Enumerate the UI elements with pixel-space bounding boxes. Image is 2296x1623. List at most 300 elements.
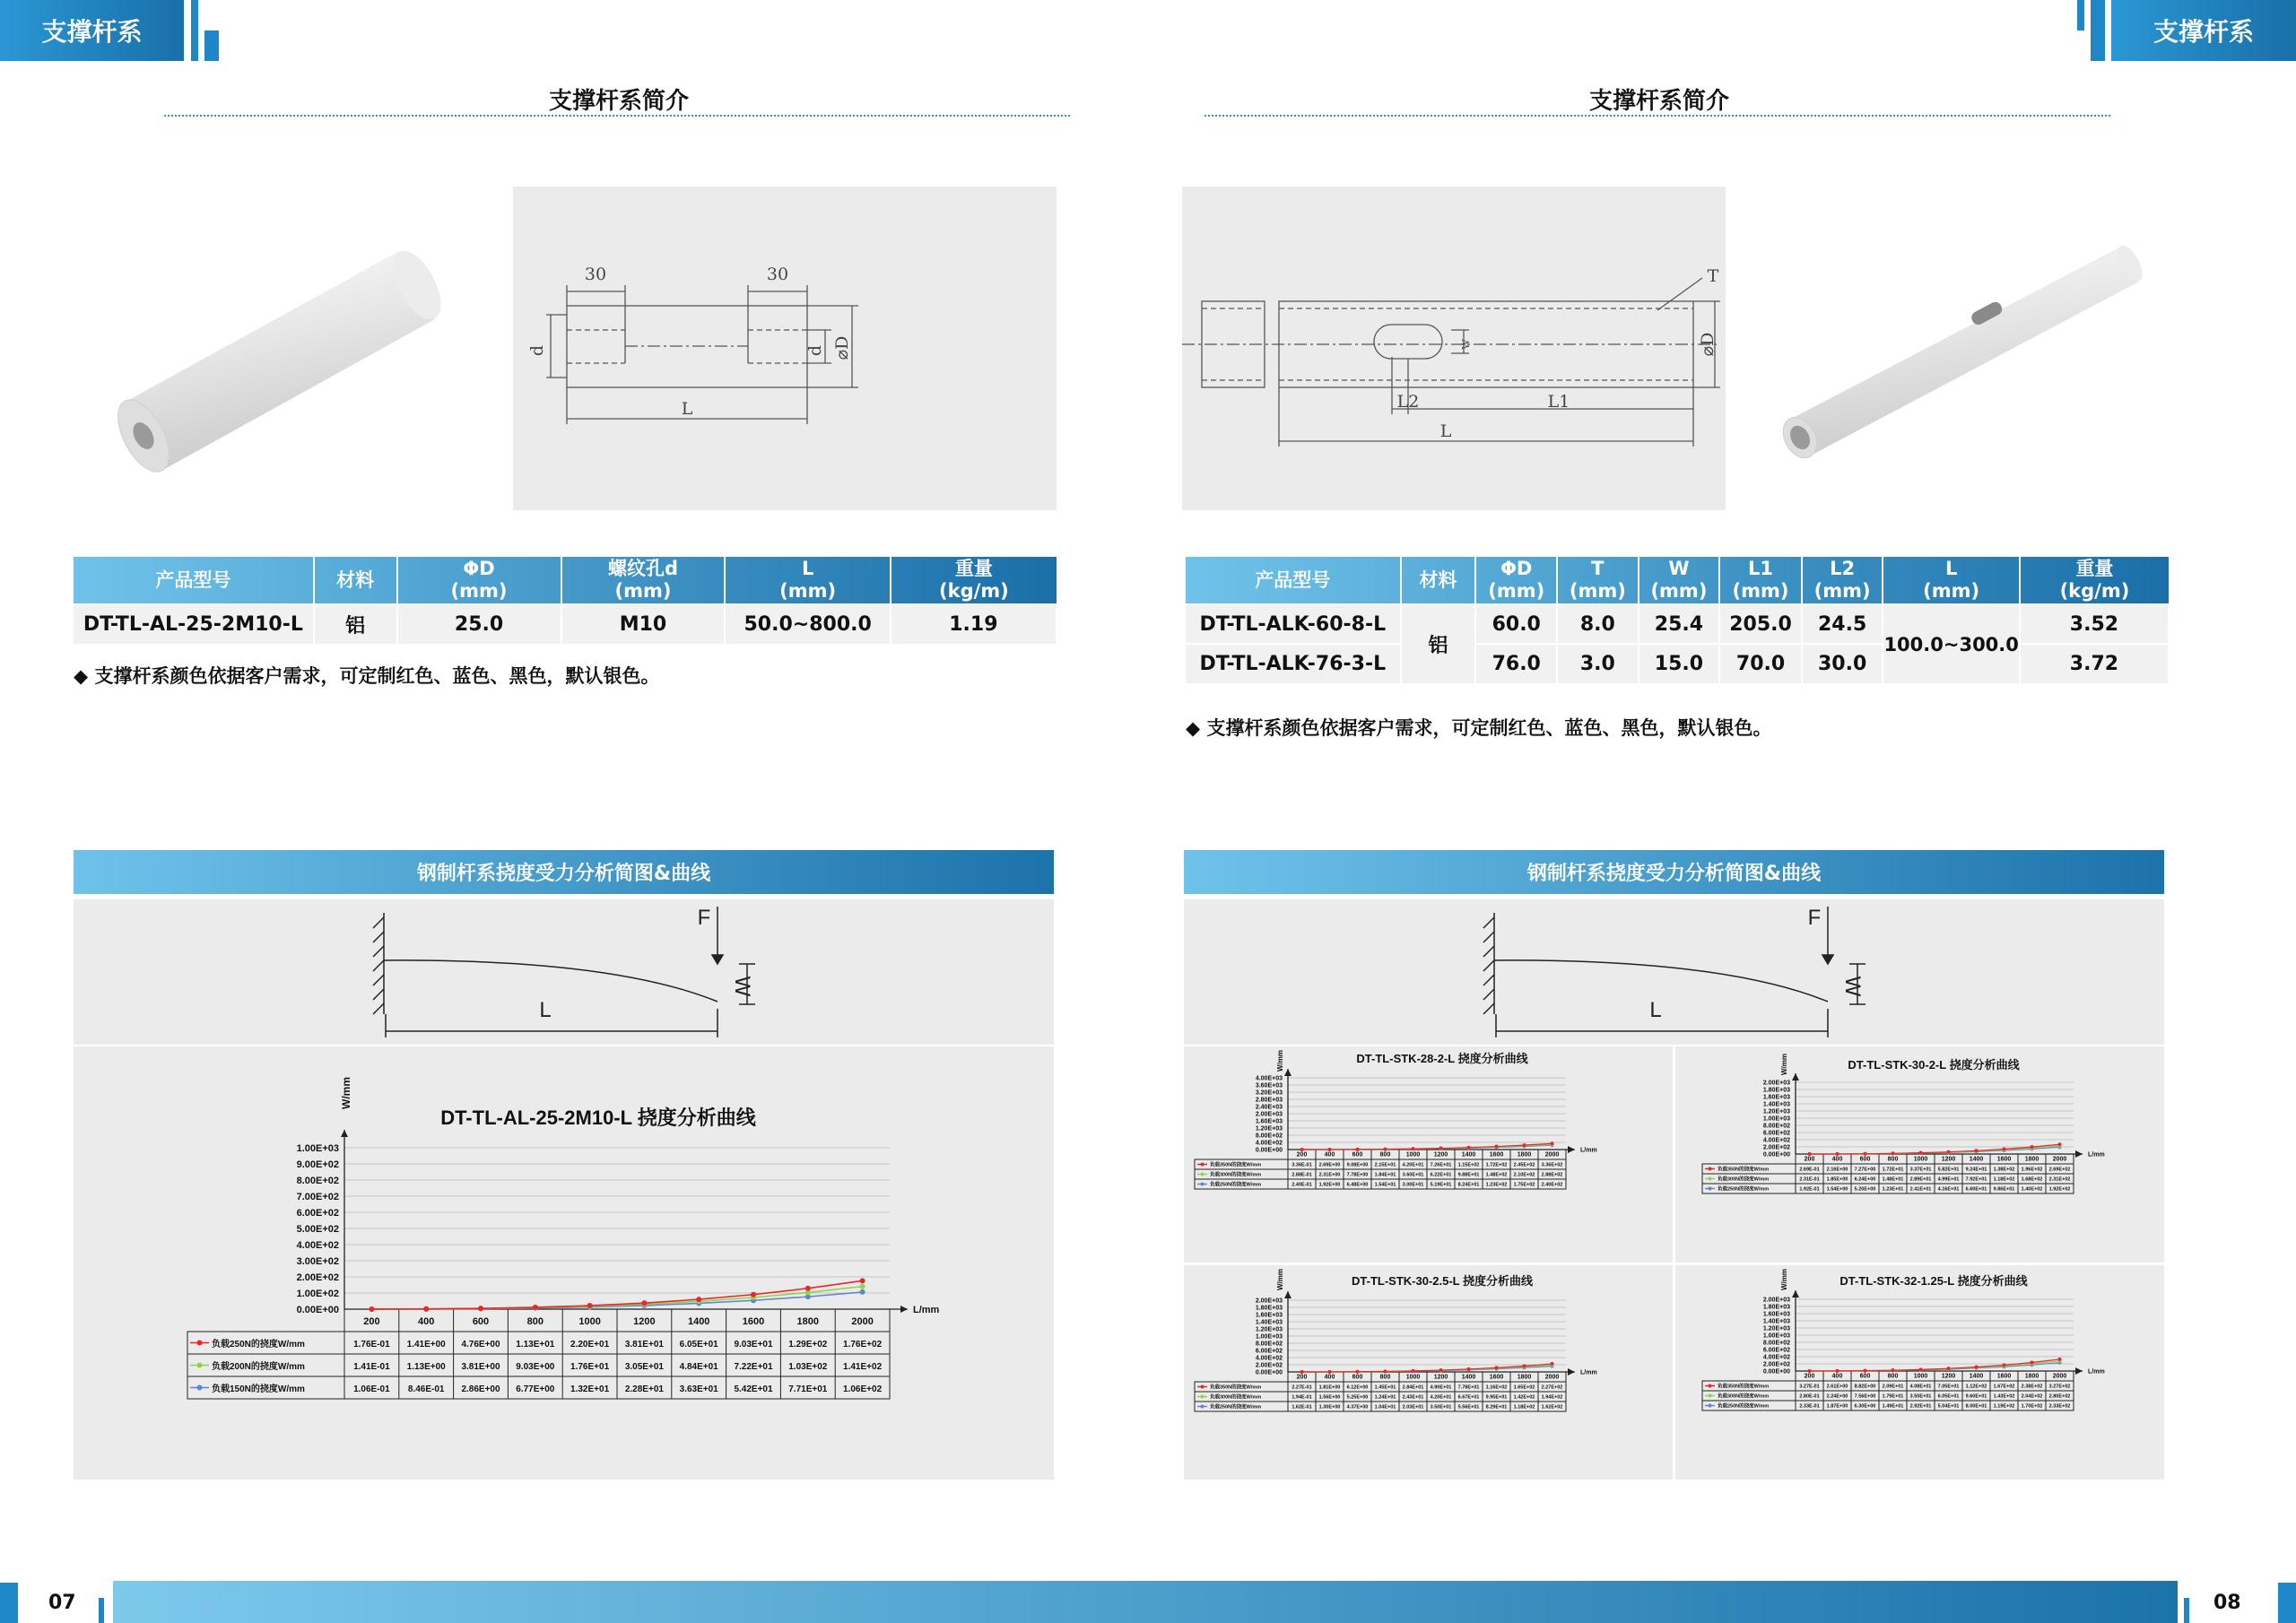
- x-tick-label: 400: [418, 1316, 435, 1327]
- deflection-chart-1: [1184, 1046, 1673, 1262]
- y-tick-label: 2.00E+03: [1255, 1298, 1283, 1305]
- data-point: [1551, 1362, 1554, 1366]
- x-tick-label: 200: [1804, 1156, 1815, 1163]
- dim-label-30-left: 30: [584, 265, 607, 284]
- y-tick-label: 1.00E+02: [296, 1288, 339, 1299]
- x-tick-label: 600: [1859, 1156, 1871, 1163]
- y-tick-label: 9.00E+02: [296, 1159, 339, 1170]
- data-label: 9.24E+01: [1965, 1167, 1987, 1173]
- legend-marker: [1709, 1394, 1712, 1398]
- data-label: 2.33E-01: [1799, 1403, 1820, 1410]
- data-label: 9.60E+01: [1965, 1393, 1987, 1400]
- legend-label: 负载150N的挠度W/mm: [212, 1384, 305, 1394]
- x-tick-label: 1400: [1969, 1156, 1984, 1163]
- dim-label-T: T: [1707, 266, 1719, 286]
- data-label: 6.48E+00: [1346, 1182, 1369, 1188]
- data-point: [1892, 1151, 1895, 1155]
- table-cell: 3.52: [2020, 604, 2169, 644]
- spec-table-left: [74, 557, 1057, 644]
- chart-title: DT-TL-STK-30-2.5-L 挠度分析曲线: [1352, 1274, 1533, 1288]
- data-label: 3.36E-01: [1292, 1162, 1312, 1168]
- x-tick-label: 1000: [1405, 1374, 1421, 1381]
- x-tick-label: 1400: [687, 1316, 710, 1327]
- x-tick-label: 800: [526, 1316, 544, 1327]
- table-row: [74, 604, 1057, 644]
- x-tick-label: 1600: [1489, 1151, 1504, 1159]
- data-label: 5.25E+00: [1346, 1394, 1369, 1401]
- data-label: 6.60E+01: [1965, 1186, 1987, 1193]
- y-tick-label: 1.80E+03: [1762, 1304, 1790, 1311]
- data-point: [1328, 1370, 1332, 1374]
- x-tick-label: 600: [1859, 1373, 1871, 1380]
- x-tick-label: 1000: [1405, 1151, 1421, 1159]
- data-point: [641, 1300, 647, 1306]
- header-stripe: [204, 30, 219, 61]
- section-banner-right: 钢制杆系挠度受力分析简图&曲线: [1184, 850, 2164, 894]
- legend-label: 负载250N的挠度W/mm: [212, 1340, 305, 1350]
- y-tick-label: 1.60E+03: [1255, 1118, 1283, 1125]
- cantilever-diagram-right: [1184, 899, 2164, 1045]
- data-label: 1.32E+01: [570, 1384, 610, 1394]
- y-tick-label: 1.00E+03: [296, 1142, 339, 1154]
- data-label: 5.42E+01: [734, 1384, 773, 1394]
- y-tick-label: 4.00E+02: [1762, 1354, 1790, 1361]
- x-axis-arrow: [1568, 1368, 1575, 1376]
- table-row: [1186, 604, 2169, 644]
- data-label: 1.96E+02: [2021, 1167, 2043, 1173]
- x-tick-label: 2000: [1544, 1374, 1560, 1381]
- note-right: ◆ 支撑杆系颜色依据客户需求，可定制红色、蓝色、黑色，默认银色。: [1186, 717, 1772, 739]
- x-tick-label: 600: [472, 1316, 490, 1327]
- x-tick-label: 200: [1804, 1373, 1815, 1380]
- footer-page-number-left: 07: [48, 1592, 76, 1614]
- data-label: 7.22E+01: [734, 1362, 773, 1372]
- deflection-chart-0: [74, 1046, 1054, 1480]
- data-point: [478, 1306, 483, 1311]
- data-label: 8.82E+00: [1854, 1384, 1876, 1390]
- diagram-label-L: L: [539, 998, 552, 1022]
- y-axis-arrow: [341, 1130, 348, 1137]
- legend-marker: [197, 1385, 203, 1391]
- data-label: 1.24E+01: [1374, 1394, 1396, 1401]
- data-label: 1.48E+02: [1485, 1172, 1508, 1178]
- legend-label: 负载250N的挠度W/mm: [1210, 1404, 1262, 1410]
- data-point: [1384, 1148, 1387, 1151]
- data-label: 1.75E+02: [1513, 1182, 1535, 1188]
- legend-label: 负载250N的挠度W/mm: [1718, 1186, 1770, 1193]
- deflection-chart-2: [1675, 1046, 2164, 1262]
- data-point: [1300, 1370, 1304, 1374]
- y-tick-label: 2.00E+02: [1255, 1362, 1283, 1369]
- data-label: 1.41E-01: [353, 1362, 390, 1372]
- tech-drawing-left: [513, 187, 1057, 510]
- data-label: 3.50E+01: [1909, 1393, 1932, 1400]
- data-label: 6.24E+00: [1854, 1176, 1876, 1183]
- y-tick-label: 4.00E+02: [1255, 1355, 1283, 1362]
- x-tick-label: 1600: [742, 1316, 765, 1327]
- x-tick-label: 400: [1831, 1156, 1843, 1163]
- data-point: [2031, 1145, 2034, 1149]
- data-point: [1523, 1143, 1526, 1147]
- footer-stripe: [99, 1598, 104, 1623]
- x-axis-label: L/mm: [2088, 1151, 2105, 1159]
- data-point: [1439, 1368, 1443, 1372]
- data-label: 1.85E+00: [1826, 1176, 1848, 1183]
- y-tick-label: 8.00E+02: [1255, 1341, 1283, 1348]
- table-header-cell: 重量 (kg/m): [2059, 558, 2130, 602]
- section-divider-left: [164, 115, 1070, 117]
- data-label: 1.45E+01: [1374, 1384, 1396, 1391]
- y-tick-label: 1.20E+03: [1762, 1108, 1790, 1115]
- data-label: 1.06E+02: [843, 1384, 883, 1394]
- footer-stripe: [2278, 1583, 2296, 1623]
- table-cell: 24.5: [1802, 604, 1883, 644]
- data-label: 4.84E+01: [679, 1362, 718, 1372]
- x-tick-label: 200: [1296, 1374, 1308, 1381]
- data-label: 1.56E+00: [1318, 1394, 1341, 1401]
- dim-label-d-right: d: [805, 344, 825, 357]
- data-label: 1.72E+02: [1485, 1162, 1508, 1168]
- data-label: 7.71E+01: [788, 1384, 828, 1394]
- table-header-row: [74, 557, 1057, 604]
- data-point: [1864, 1152, 1867, 1156]
- data-label: 2.86E+00: [461, 1384, 500, 1394]
- data-label: 1.30E+00: [1318, 1404, 1341, 1410]
- y-tick-label: 3.20E+03: [1255, 1089, 1283, 1097]
- footer-bar: [113, 1581, 2178, 1623]
- data-label: 8.00E+01: [1965, 1403, 1987, 1410]
- y-tick-label: 1.20E+03: [1255, 1125, 1283, 1133]
- data-point: [1808, 1152, 1812, 1156]
- data-label: 2.27E-01: [1292, 1384, 1312, 1391]
- x-tick-label: 800: [1887, 1156, 1899, 1163]
- table-header-cell: 材料: [1401, 557, 1476, 604]
- data-point: [1836, 1369, 1839, 1373]
- x-tick-label: 1800: [796, 1316, 820, 1327]
- data-label: 2.31E+00: [1318, 1172, 1341, 1178]
- data-label: 6.30E+00: [1854, 1403, 1876, 1410]
- data-label: 8.29E+01: [1485, 1404, 1508, 1410]
- data-point: [2058, 1358, 2062, 1361]
- data-label: 2.69E+02: [2048, 1167, 2071, 1173]
- y-tick-label: 2.00E+02: [1762, 1144, 1790, 1151]
- dim-label-D: ⌀D: [832, 335, 852, 360]
- diagram-label-W: W: [730, 976, 754, 997]
- y-tick-label: 6.00E+02: [1762, 1347, 1790, 1354]
- dim-label-D: ⌀D: [1698, 332, 1718, 357]
- section-title-right: 支撑杆系简介: [1588, 88, 1729, 115]
- data-label: 1.92E-01: [1799, 1186, 1820, 1193]
- x-axis-label: L/mm: [913, 1304, 940, 1315]
- y-axis-arrow: [1284, 1291, 1292, 1298]
- table-header-cell: 重量 (kg/m): [939, 558, 1009, 602]
- header-title-right: 支撑杆系: [2152, 17, 2254, 47]
- y-tick-label: 2.80E+03: [1255, 1097, 1283, 1104]
- data-label: 1.41E+02: [843, 1362, 883, 1372]
- data-label: 1.42E+02: [1513, 1394, 1535, 1401]
- y-tick-label: 1.80E+03: [1255, 1305, 1283, 1312]
- legend-marker: [1201, 1163, 1205, 1167]
- deflection-chart-4: [1675, 1265, 2164, 1480]
- data-label: 5.20E+00: [1854, 1186, 1876, 1193]
- legend-marker: [1201, 1183, 1205, 1186]
- x-tick-label: 2000: [2052, 1373, 2067, 1380]
- legend-label: 负载250N的挠度W/mm: [1718, 1403, 1770, 1410]
- data-label: 4.08E+01: [1909, 1384, 1932, 1390]
- table-header-cell: ΦD (mm): [397, 557, 561, 604]
- data-label: 1.76E+01: [570, 1362, 610, 1372]
- y-tick-label: 8.00E+02: [1762, 1123, 1790, 1130]
- data-label: 1.65E+02: [1513, 1384, 1535, 1391]
- x-tick-label: 2000: [1544, 1151, 1560, 1159]
- data-label: 2.10E+02: [1513, 1172, 1535, 1178]
- rod-3d-image-right: [1771, 235, 2148, 477]
- x-axis-arrow: [1568, 1146, 1575, 1153]
- y-tick-label: 1.20E+03: [1255, 1326, 1283, 1333]
- data-label: 9.88E+01: [1457, 1172, 1480, 1178]
- data-label: 1.19E+02: [1993, 1403, 2015, 1410]
- data-point: [423, 1306, 429, 1312]
- table-header-cell: 产品型号: [74, 557, 314, 604]
- legend-marker: [197, 1363, 203, 1368]
- legend-marker: [1709, 1187, 1712, 1191]
- y-tick-label: 1.40E+03: [1762, 1101, 1790, 1108]
- deflection-chart-panel-left: [74, 1046, 1054, 1480]
- data-label: 4.99E+01: [1937, 1176, 1960, 1183]
- y-tick-label: 1.00E+03: [1762, 1115, 1790, 1123]
- table-header-cell: 产品型号: [1186, 557, 1401, 604]
- data-label: 9.03E+00: [516, 1362, 555, 1372]
- table-cell: 1.19: [891, 604, 1057, 644]
- data-label: 3.27E-01: [1799, 1384, 1820, 1390]
- data-label: 1.18E+02: [1513, 1404, 1535, 1410]
- y-tick-label: 2.40E+03: [1255, 1104, 1283, 1111]
- data-label: 1.62E-01: [1292, 1404, 1312, 1410]
- data-label: 2.43E+01: [1402, 1394, 1424, 1401]
- y-tick-label: 8.00E+02: [1255, 1133, 1283, 1140]
- y-axis-label: W/mm: [1276, 1269, 1284, 1290]
- x-tick-label: 1000: [578, 1316, 601, 1327]
- data-point: [1947, 1367, 1951, 1370]
- data-point: [696, 1297, 701, 1302]
- dim-label-L2: L2: [1396, 392, 1420, 412]
- legend-label: 负载200N的挠度W/mm: [212, 1362, 305, 1372]
- x-tick-label: 1600: [1489, 1374, 1504, 1381]
- data-label: 2.69E+00: [1318, 1162, 1341, 1168]
- data-point: [1412, 1369, 1415, 1373]
- legend-label: 负载350N的挠度W/mm: [1210, 1384, 1262, 1391]
- data-point: [1975, 1149, 1979, 1152]
- dim-label-L: L: [1439, 421, 1452, 441]
- data-point: [369, 1306, 374, 1312]
- y-axis-label: W/mm: [1780, 1269, 1788, 1290]
- table-cell: 铝: [1401, 604, 1476, 683]
- x-tick-label: 1400: [1461, 1151, 1476, 1159]
- y-axis-label: W/mm: [1780, 1054, 1788, 1075]
- data-label: 5.82E+01: [1937, 1167, 1960, 1173]
- y-tick-label: 1.40E+03: [1255, 1319, 1283, 1326]
- data-point: [1384, 1369, 1387, 1373]
- data-label: 1.81E+00: [1318, 1384, 1341, 1391]
- data-label: 4.76E+00: [461, 1340, 500, 1350]
- data-label: 1.48E+01: [1882, 1176, 1904, 1183]
- y-tick-label: 5.00E+02: [296, 1223, 339, 1235]
- y-tick-label: 1.60E+03: [1762, 1094, 1790, 1101]
- data-point: [1300, 1148, 1304, 1151]
- table-cell: 3.72: [2020, 644, 2169, 683]
- table-cell: 50.0~800.0: [725, 604, 890, 644]
- data-label: 7.78E+01: [1457, 1384, 1480, 1391]
- table-cell: 100.0~300.0: [1883, 604, 2019, 683]
- x-tick-label: 1400: [1969, 1373, 1984, 1380]
- data-label: 5.19E+01: [1430, 1182, 1452, 1188]
- data-label: 1.92E+02: [2048, 1186, 2071, 1193]
- data-label: 4.16E+01: [1937, 1186, 1960, 1193]
- x-tick-label: 600: [1352, 1374, 1363, 1381]
- data-label: 1.87E+00: [1826, 1403, 1848, 1410]
- data-point: [1919, 1151, 1923, 1155]
- x-tick-label: 2000: [2052, 1156, 2067, 1163]
- x-tick-label: 400: [1324, 1151, 1335, 1159]
- y-tick-label: 1.20E+03: [1762, 1325, 1790, 1332]
- data-point: [1412, 1147, 1415, 1150]
- data-point: [1328, 1148, 1332, 1151]
- data-point: [1919, 1367, 1923, 1371]
- footer-stripe: [0, 1583, 18, 1623]
- legend-label: 负载300N的挠度W/mm: [1718, 1393, 1770, 1400]
- tech-drawing-right: [1182, 187, 1726, 510]
- data-point: [2058, 1142, 2062, 1146]
- diagram-label-F: F: [1807, 906, 1822, 930]
- table-header-cell: L (mm): [725, 557, 890, 604]
- data-label: 1.16E+02: [1485, 1384, 1508, 1391]
- diagram-label-W: W: [1840, 976, 1865, 997]
- data-label: 1.29E+02: [788, 1340, 828, 1350]
- table-cell: 25.0: [397, 604, 561, 644]
- note-left: ◆ 支撑杆系颜色依据客户需求，可定制红色、蓝色、黑色，默认银色。: [74, 665, 660, 687]
- data-label: 1.18E+02: [1993, 1176, 2015, 1183]
- data-point: [1864, 1369, 1867, 1373]
- y-tick-label: 7.00E+02: [296, 1191, 339, 1202]
- header-stripe: [2091, 0, 2105, 61]
- y-tick-label: 8.00E+02: [1762, 1340, 1790, 1347]
- data-label: 2.41E+01: [1909, 1186, 1932, 1193]
- chart-title: DT-TL-STK-28-2-L 挠度分析曲线: [1356, 1052, 1528, 1065]
- data-label: 6.05E+01: [679, 1340, 718, 1350]
- data-point: [2003, 1147, 2006, 1150]
- y-tick-label: 0.00E+00: [1762, 1151, 1790, 1159]
- data-label: 1.94E-01: [1292, 1394, 1312, 1401]
- table-header-cell: L1 (mm): [1719, 557, 1802, 604]
- data-point: [587, 1303, 593, 1308]
- y-tick-label: 4.00E+02: [1255, 1140, 1283, 1147]
- data-point: [2003, 1363, 2006, 1367]
- data-label: 3.60E+01: [1402, 1172, 1424, 1178]
- table-cell: DT-TL-ALK-60-8-L: [1186, 604, 1401, 644]
- x-tick-label: 1200: [1433, 1151, 1448, 1159]
- data-label: 2.15E+01: [1374, 1162, 1396, 1168]
- data-label: 2.33E+02: [2048, 1403, 2071, 1410]
- data-label: 1.70E+02: [2021, 1403, 2043, 1410]
- x-tick-label: 1200: [1433, 1374, 1448, 1381]
- data-label: 6.67E+01: [1457, 1394, 1480, 1401]
- data-label: 2.38E+02: [2021, 1384, 2043, 1390]
- legend-marker: [1709, 1167, 1712, 1171]
- data-label: 4.37E+00: [1346, 1404, 1369, 1410]
- data-label: 7.05E+01: [1937, 1384, 1960, 1390]
- y-tick-label: 8.00E+02: [296, 1175, 339, 1186]
- data-point: [1495, 1145, 1499, 1149]
- table-cell: 76.0: [1475, 644, 1557, 683]
- y-tick-label: 3.60E+03: [1255, 1082, 1283, 1089]
- x-tick-label: 1800: [1517, 1374, 1532, 1381]
- data-label: 2.31E-01: [1799, 1176, 1820, 1183]
- data-label: 2.92E+01: [1909, 1403, 1932, 1410]
- x-axis-label: L/mm: [1580, 1147, 1597, 1154]
- data-label: 6.05E+01: [1937, 1393, 1960, 1400]
- data-label: 1.67E+02: [1993, 1384, 2015, 1390]
- legend-marker: [1709, 1177, 1712, 1181]
- section-banner-left: 钢制杆系挠度受力分析简图&曲线: [74, 850, 1054, 894]
- chart-title: DT-TL-STK-30-2-L 挠度分析曲线: [1848, 1058, 2020, 1072]
- data-point: [533, 1305, 538, 1310]
- data-label: 7.26E+01: [1430, 1162, 1452, 1168]
- data-label: 3.50E+01: [1430, 1404, 1452, 1410]
- data-label: 1.40E+02: [2021, 1186, 2043, 1193]
- data-label: 2.28E+01: [624, 1384, 664, 1394]
- data-label: 1.38E+02: [1993, 1167, 2015, 1173]
- legend-marker: [1201, 1385, 1205, 1389]
- y-tick-label: 6.00E+02: [1762, 1130, 1790, 1137]
- data-point: [1495, 1366, 1499, 1369]
- x-tick-label: 1200: [1941, 1156, 1956, 1163]
- section-divider-right: [1205, 115, 2110, 117]
- data-label: 2.27E+02: [1541, 1384, 1563, 1391]
- y-tick-label: 4.00E+03: [1255, 1075, 1283, 1082]
- data-label: 1.04E+01: [1374, 1404, 1396, 1410]
- table-cell: 205.0: [1719, 604, 1802, 644]
- data-label: 6.77E+00: [516, 1384, 555, 1394]
- x-tick-label: 800: [1379, 1151, 1391, 1159]
- y-tick-label: 3.00E+02: [296, 1255, 339, 1267]
- y-tick-label: 2.00E+03: [1762, 1080, 1790, 1087]
- data-label: 6.22E+01: [1430, 1172, 1452, 1178]
- diagram-label-L: L: [1649, 998, 1662, 1022]
- x-tick-label: 200: [363, 1316, 380, 1327]
- data-label: 1.49E+01: [1882, 1403, 1904, 1410]
- data-label: 3.05E+01: [624, 1362, 664, 1372]
- data-label: 1.68E+02: [2021, 1176, 2043, 1183]
- data-label: 9.03E+01: [734, 1340, 773, 1350]
- y-tick-label: 1.60E+03: [1762, 1311, 1790, 1318]
- table-cell: 铝: [314, 604, 397, 644]
- table-header-cell: 螺纹孔d (mm): [561, 557, 726, 604]
- data-label: 3.00E+01: [1402, 1182, 1424, 1188]
- x-tick-label: 1200: [633, 1316, 656, 1327]
- dim-label-L1: L1: [1547, 392, 1570, 412]
- y-tick-label: 2.00E+03: [1255, 1111, 1283, 1118]
- data-label: 1.76E-01: [353, 1340, 390, 1350]
- y-tick-label: 1.00E+03: [1255, 1333, 1283, 1341]
- y-tick-label: 1.60E+03: [1255, 1312, 1283, 1319]
- data-label: 7.27E+00: [1854, 1167, 1876, 1173]
- data-label: 1.92E+00: [1318, 1182, 1341, 1188]
- data-label: 7.78E+00: [1346, 1172, 1369, 1178]
- data-label: 3.63E+01: [679, 1384, 718, 1394]
- legend-label: 负载350N的挠度W/mm: [1718, 1167, 1770, 1173]
- data-point: [1439, 1147, 1443, 1150]
- legend-marker: [1201, 1395, 1205, 1399]
